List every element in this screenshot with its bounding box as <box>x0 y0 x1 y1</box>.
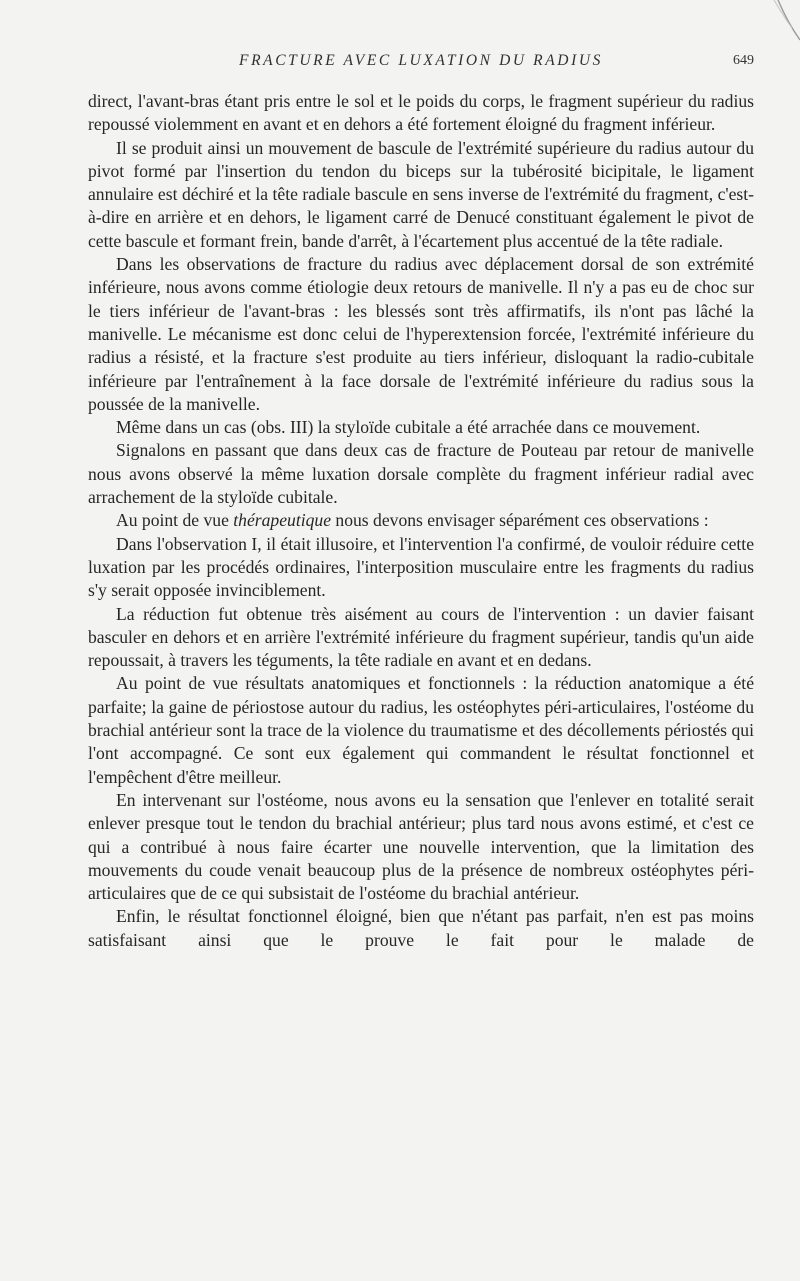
document-page <box>88 52 754 952</box>
paragraph-1: direct, l'avant-bras étant pris entre le sol et le poids du corps, le fragment supérieur du radius repoussé violemment en avant et en dehors a été fortement éloigné du fragment inférieur. <box>88 91 754 135</box>
paragraph-4: Même dans un cas (obs. III) la styloïde cubitale a été arrachée dans ce mouvement. <box>116 417 701 438</box>
italic-term: thérapeutique <box>233 510 332 531</box>
paragraph-6 <box>88 509 754 532</box>
page-corner-fold <box>770 0 800 50</box>
running-title: FRACTURE AVEC LUXATION DU RADIUS <box>239 52 603 69</box>
paragraph-6-end: nous devons envisager séparément ces observations : <box>331 510 709 531</box>
paragraph-2: Il se produit ainsi un mouvement de bascule de l'extrémité supérieure du radius autour du pivot formé par l'insertion du tendon du biceps sur la tubérosité bicipitale, le ligament annulaire est déchiré et la tête radiale bascule en sens inverse de l'extrémité du fragment, c'est-à-dire en arrière et en dehors, le ligament carré de Denucé constituant également le pivot de cette bascule et formant frein, bande d'arrêt, à l'écartement plus accentué de la tête radiale. <box>88 137 754 251</box>
paragraph-3: Dans les observations de fracture du radius avec déplacement dorsal de son extrémité inférieure, nous avons comme étiologie deux retours de manivelle. Il n'y a pas eu de choc sur le tiers inférieur de l'avant-bras : les blessés sont très affirmatifs, ils n'ont pas lâché la manivelle. Le mécanisme est donc celui de l'hyperextension forcée, l'extrémité inférieure du radius a résisté, et la fracture s'est produite au tiers inférieur, disloquant la radio-cubitale inférieure par l'entraînement à la face dorsale de l'extrémité inférieure du radius sous la poussée de la manivelle. <box>88 254 754 414</box>
page-number: 649 <box>733 53 754 68</box>
paragraph-9: Au point de vue résultats anatomiques et fonctionnels : la réduction anatomique a été parfaite; la gaine de périostose autour du radius, les ostéophytes péri-articulaires, l'ostéome du brachial antérieur sont la trace de la violence du traumatisme et des décollements périostés qui l'ont accompagné. Ce sont eux également qui commandent le résultat fonctionnel et l'empêchent d'être meilleur. <box>88 673 754 787</box>
paragraph-6-start: Au point de vue <box>116 510 234 531</box>
paragraph-5: Signalons en passant que dans deux cas de fracture de Pouteau par retour de manivelle nous avons observé la même luxation dorsale complète du fragment inférieur radial avec arrachement de la styloïde cubitale. <box>88 440 754 508</box>
body-text <box>88 90 754 952</box>
paragraph-8: La réduction fut obtenue très aisément au cours de l'intervention : un davier faisant basculer en dehors et en arrière l'extrémité inférieure du fragment supérieur, tandis qu'un aide repoussait, à travers les téguments, la tête radiale en avant et en dedans. <box>88 603 754 671</box>
paragraph-11: Enfin, le résultat fonctionnel éloigné, bien que n'étant pas parfait, n'en est pas moins satisfaisant ainsi que le prouve le fait pour le malade de <box>88 906 754 950</box>
paragraph-10: En intervenant sur l'ostéome, nous avons eu la sensation que l'enlever en totalité serait enlever presque tout le tendon du brachial antérieur; plus tard nous avons estimé, et c'est ce qui a contribué à nous faire écarter une nouvelle intervention, que la limitation des mouvements du coude venait beaucoup plus de la présence de nombreux ostéophytes péri-articulaires que de ce qui subsistait de l'ostéome du brachial antérieur. <box>88 789 754 904</box>
running-head <box>88 52 754 78</box>
paragraph-7: Dans l'observation I, il était illusoire, et l'intervention l'a confirmé, de vouloir réduire cette luxation par les procédés ordinaires, l'interposition musculaire entre les fragments du radius s'y serait opposée invinciblement. <box>88 533 754 601</box>
